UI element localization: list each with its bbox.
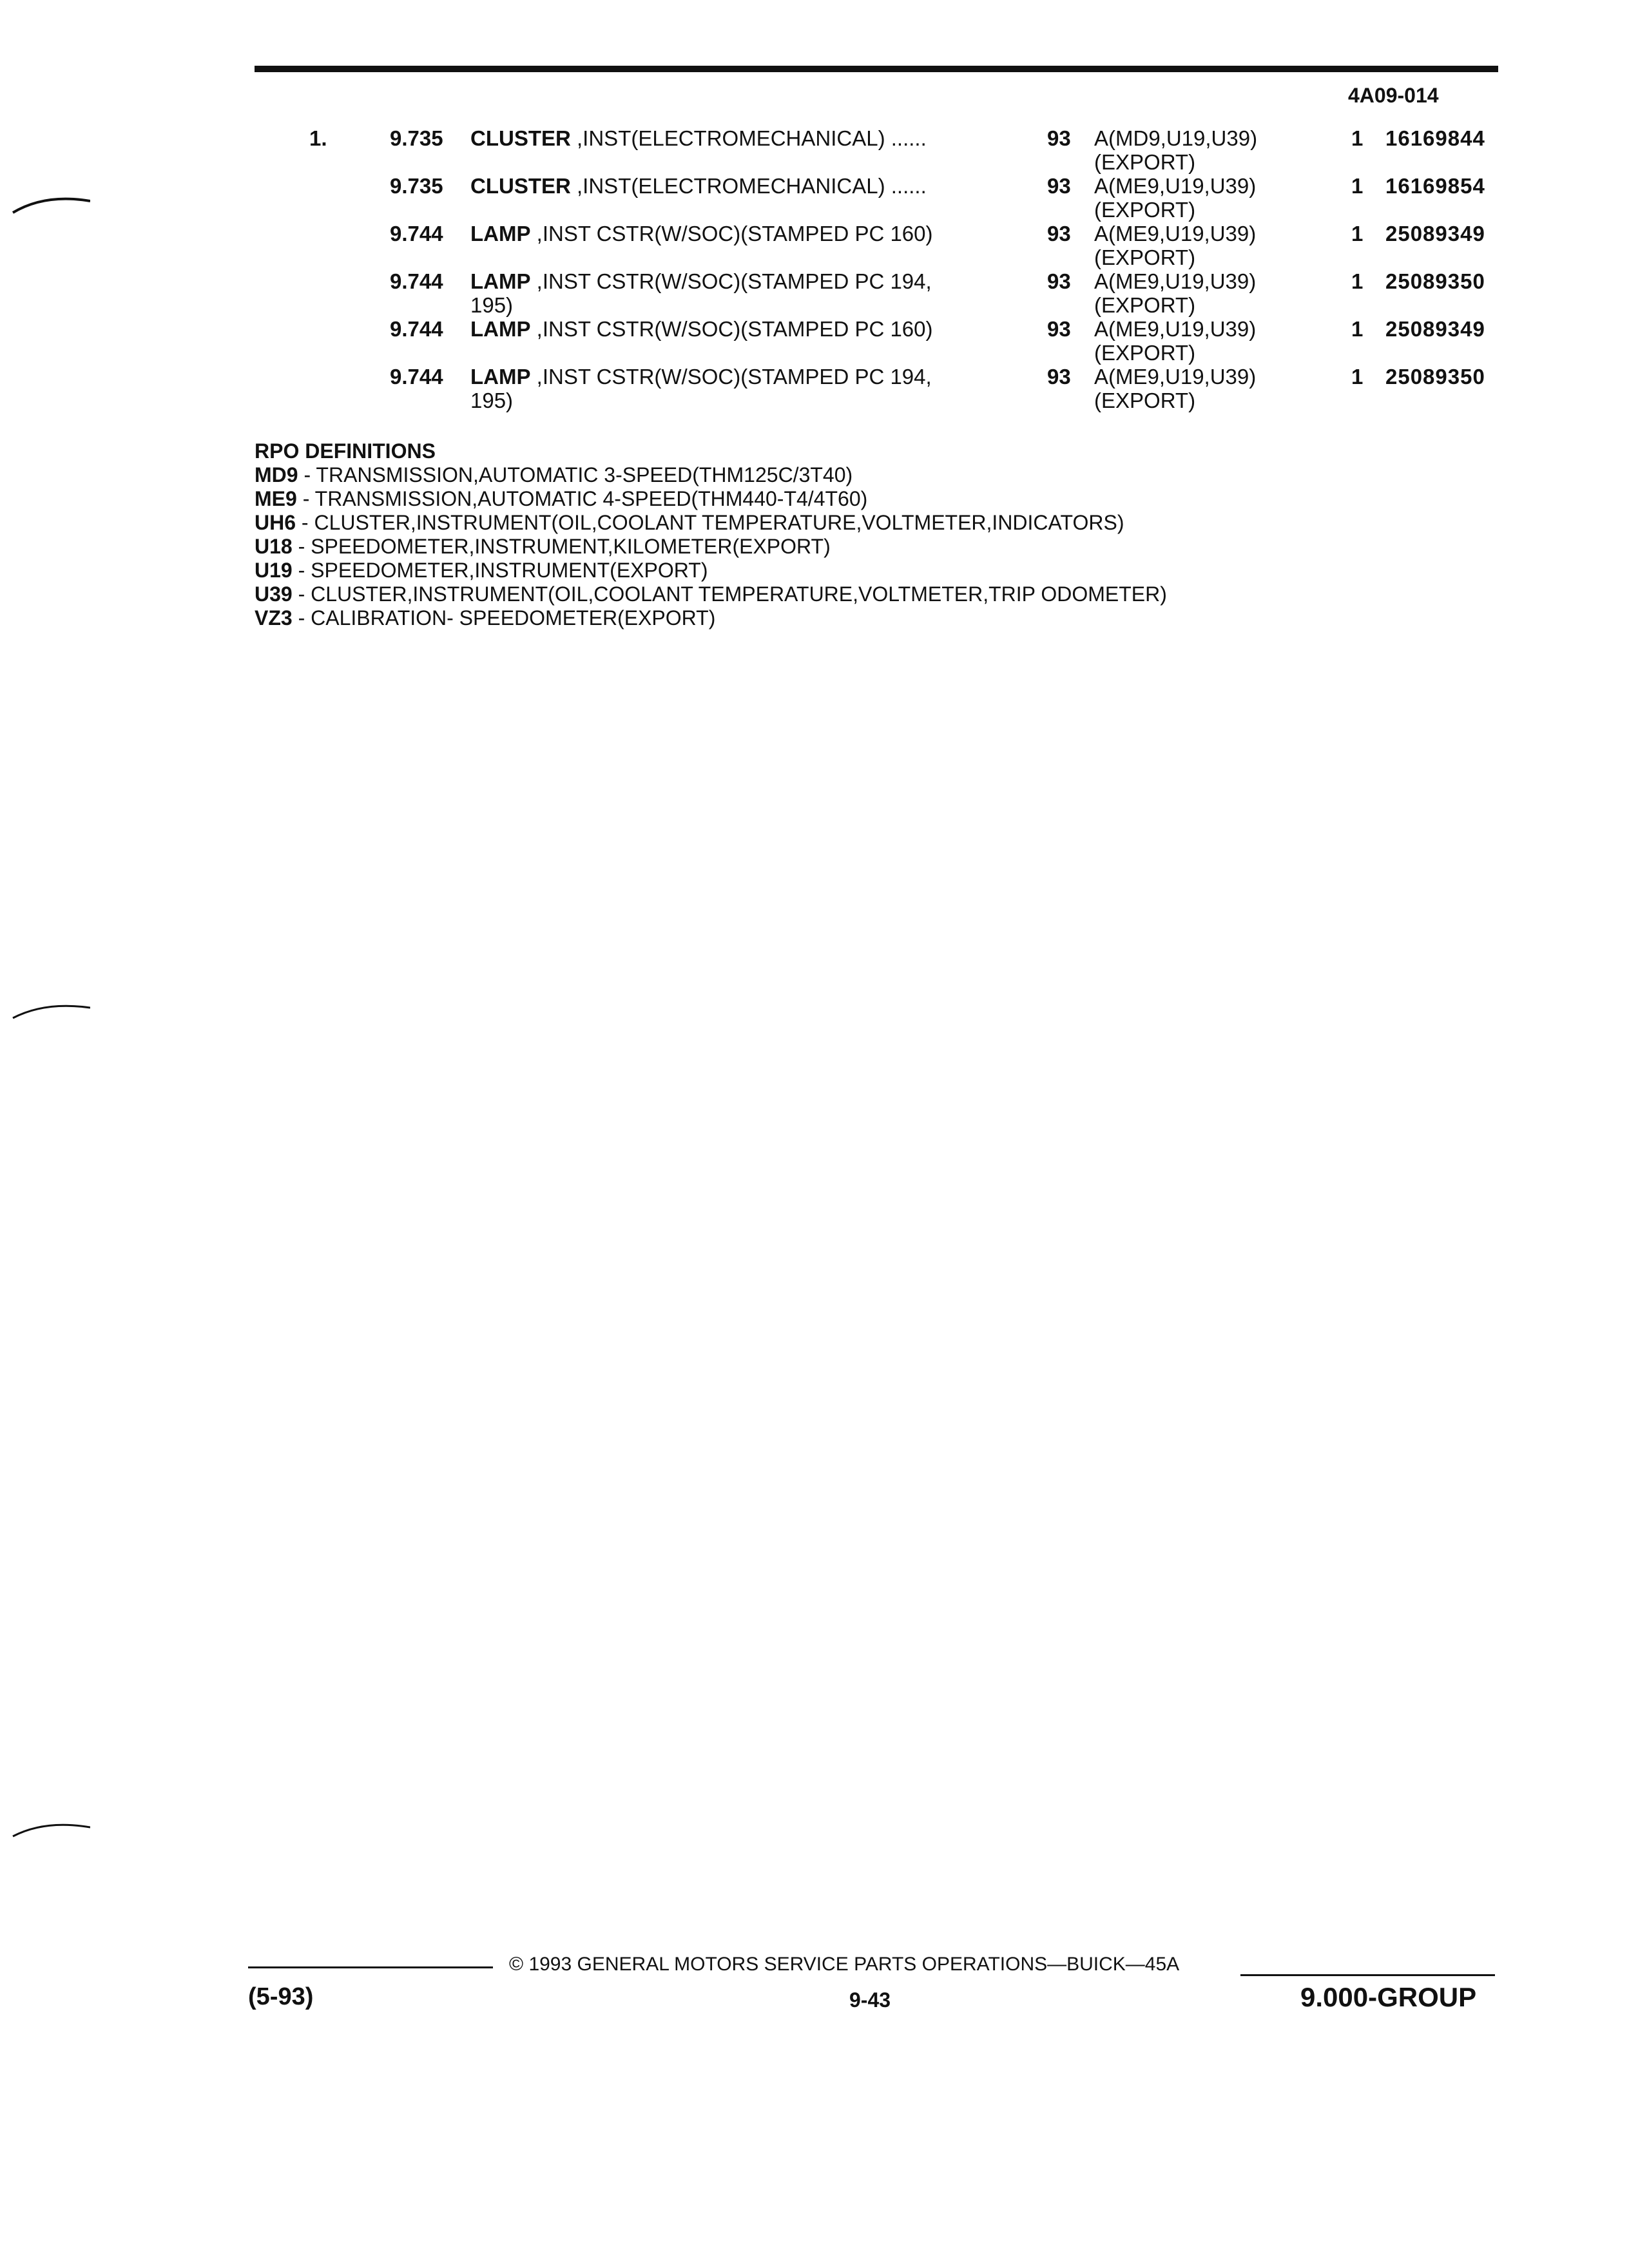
- group-number: 9.744: [390, 222, 443, 245]
- part-name: LAMP: [470, 269, 531, 293]
- part-detail: ,INST CSTR(W/SOC)(STAMPED PC 160): [530, 222, 933, 245]
- part-name: LAMP: [470, 365, 531, 389]
- usage-code: A(ME9,U19,U39) (EXPORT): [1094, 317, 1257, 365]
- header-rule: [255, 66, 1498, 72]
- part-description: [470, 365, 979, 412]
- model-year: 93: [1047, 174, 1071, 198]
- quantity: 1: [1351, 365, 1364, 389]
- usage-code: A(ME9,U19,U39) (EXPORT): [1094, 222, 1257, 269]
- revision-date: (5-93): [248, 1983, 314, 2010]
- model-year: 93: [1047, 269, 1071, 293]
- usage-code: A(MD9,U19,U39) (EXPORT): [1094, 126, 1258, 174]
- part-number: 16169844: [1385, 126, 1485, 150]
- part-detail: ,INST CSTR(W/SOC)(STAMPED PC 194, 195): [470, 269, 932, 317]
- usage-code: A(ME9,U19,U39) (EXPORT): [1094, 269, 1257, 317]
- part-number: 25089349: [1385, 317, 1485, 341]
- rpo-title: RPO DEFINITIONS: [255, 439, 436, 463]
- page-number: 9-43: [849, 1988, 891, 2012]
- group-number: 9.744: [390, 269, 443, 293]
- model-year: 93: [1047, 222, 1071, 245]
- model-year: 93: [1047, 317, 1071, 341]
- group-number: 9.735: [390, 126, 443, 150]
- rpo-item: UH6 - CLUSTER,INSTRUMENT(OIL,COOLANT TEMPERATURE,VOLTMETER,INDICATORS): [255, 511, 1124, 534]
- part-number: 25089349: [1385, 222, 1485, 245]
- copyright-line: © 1993 GENERAL MOTORS SERVICE PARTS OPERATIONS—BUICK—45A: [509, 1954, 1180, 1975]
- model-year: 93: [1047, 126, 1071, 150]
- quantity: 1: [1351, 222, 1364, 245]
- rpo-item: U18 - SPEEDOMETER,INSTRUMENT,KILOMETER(EXPORT): [255, 535, 831, 558]
- part-description: [470, 222, 1005, 245]
- rpo-item: VZ3 - CALIBRATION- SPEEDOMETER(EXPORT): [255, 606, 716, 629]
- usage-code: A(ME9,U19,U39) (EXPORT): [1094, 174, 1257, 222]
- group-number: 9.735: [390, 174, 443, 198]
- punch-mark-icon: [0, 187, 90, 226]
- group-label: 9.000-GROUP: [1300, 1982, 1477, 2012]
- part-detail: ,INST CSTR(W/SOC)(STAMPED PC 194, 195): [470, 365, 932, 412]
- part-number: 25089350: [1385, 365, 1485, 389]
- usage-code: A(ME9,U19,U39) (EXPORT): [1094, 365, 1257, 412]
- quantity: 1: [1351, 126, 1364, 150]
- rpo-item: MD9 - TRANSMISSION,AUTOMATIC 3-SPEED(THM125C/3T40): [255, 463, 853, 486]
- group-number: 9.744: [390, 365, 443, 389]
- group-number: 9.744: [390, 317, 443, 341]
- part-name: LAMP: [470, 222, 531, 245]
- part-detail: ,INST(ELECTROMECHANICAL) ......: [570, 174, 927, 198]
- model-year: 93: [1047, 365, 1071, 389]
- part-name: CLUSTER: [470, 126, 571, 150]
- footer-rule-right: [1240, 1974, 1495, 1976]
- part-detail: ,INST(ELECTROMECHANICAL) ......: [570, 126, 927, 150]
- part-name: CLUSTER: [470, 174, 571, 198]
- quantity: 1: [1351, 317, 1364, 341]
- quantity: 1: [1351, 269, 1364, 293]
- part-description: [470, 317, 1005, 341]
- part-name: LAMP: [470, 317, 531, 341]
- punch-mark-icon: [0, 992, 90, 1031]
- rpo-definitions: [255, 439, 1167, 630]
- figure-code: 4A09-014: [1348, 84, 1439, 107]
- rpo-item: U39 - CLUSTER,INSTRUMENT(OIL,COOLANT TEMPERATURE,VOLTMETER,TRIP ODOMETER): [255, 582, 1167, 606]
- part-number: 16169854: [1385, 174, 1485, 198]
- part-detail: ,INST CSTR(W/SOC)(STAMPED PC 160): [530, 317, 933, 341]
- part-description: [470, 174, 1005, 198]
- footer-rule-left: [248, 1966, 493, 1968]
- part-number: 25089350: [1385, 269, 1485, 293]
- quantity: 1: [1351, 174, 1364, 198]
- rpo-item: ME9 - TRANSMISSION,AUTOMATIC 4-SPEED(THM440-T4/4T60): [255, 487, 868, 510]
- part-description: [470, 126, 1005, 150]
- part-description: [470, 269, 979, 317]
- rpo-item: U19 - SPEEDOMETER,INSTRUMENT(EXPORT): [255, 559, 708, 582]
- punch-mark-icon: [0, 1811, 90, 1849]
- ref-number: 1.: [309, 126, 327, 150]
